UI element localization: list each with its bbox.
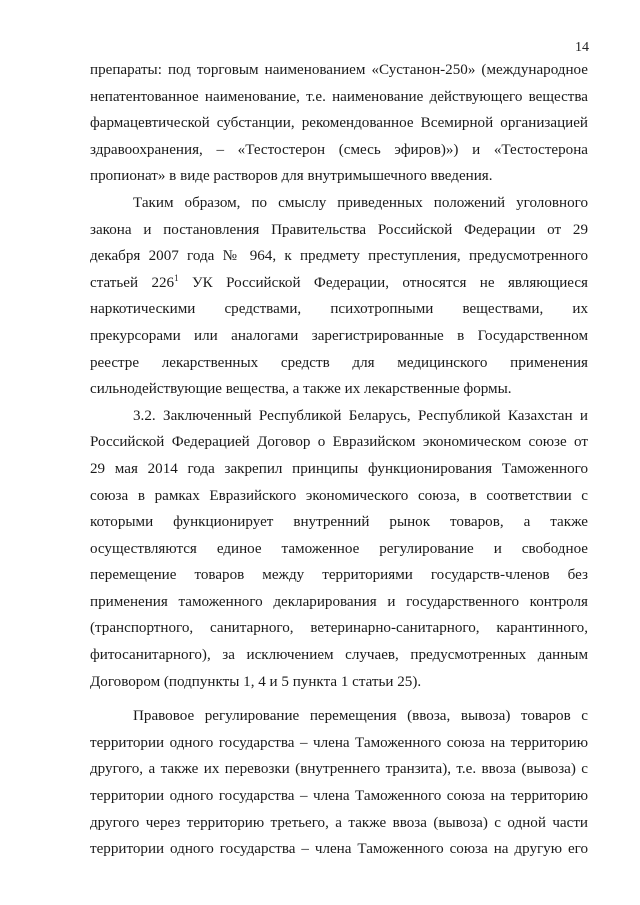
text-line: Таким образом, по смыслу приведенных положений уголовного [133, 194, 588, 211]
paragraph [90, 190, 588, 403]
article-reference: статьей 226 [90, 274, 175, 291]
text-line: применения таможенного декларирования и государственного контроля [90, 593, 588, 610]
text-line: здравоохранения, – «Тестостерон (смесь эфиров)») и «Тестостерона [90, 141, 588, 158]
text-line: Российской Федерацией Договор о Евразийском экономическом союзе от [90, 434, 588, 451]
text-line: фармацевтической субстанции, рекомендованное Всемирной организацией [90, 115, 588, 132]
text-line: другого, а также их перевозки (внутреннего транзита), т.е. ввоза (вывоза) с [90, 761, 588, 778]
text-line: Договором (подпункты 1, 4 и 5 пункта 1 статьи 25). [90, 673, 422, 690]
text-line: пропионат» в виде растворов для внутримышечного введения. [90, 168, 493, 185]
text-line: декабря 2007 года № 964, к предмету преступления, предусмотренного [90, 248, 588, 265]
text-line: 3.2. Заключенный Республикой Беларусь, Республикой Казахстан и [133, 407, 588, 424]
text-fragment: УК Российской Федерации, относятся не являющиеся [178, 274, 588, 291]
text-line: препараты: под торговым наименованием «Сустанон-250» (международное [90, 62, 588, 78]
text-line: прекурсорами или аналогами зарегистрированные в Государственном [90, 327, 588, 344]
text-line [90, 270, 588, 297]
text-line: сильнодействующие вещества, а также их лекарственные формы. [90, 381, 512, 398]
paragraph [90, 403, 588, 696]
text-line: осуществляются единое таможенное регулирование и свободное [90, 540, 588, 557]
text-line: перемещение товаров между территориями государств-членов без [90, 567, 588, 584]
document-body [90, 57, 588, 863]
text-line: территории одного государства – члена Таможенного союза на территорию [90, 734, 588, 751]
page-number: 14 [575, 40, 589, 55]
text-line: территории одного государства – члена Таможенного союза на территорию [90, 788, 588, 805]
text-line: другого через территорию третьего, а также ввоза (вывоза) с одной части [90, 814, 588, 831]
text-line: реестре лекарственных средств для медицинского применения [90, 354, 588, 371]
text-line: которыми функционирует внутренний рынок товаров, а также [90, 514, 588, 531]
text-line: наркотическими средствами, психотропными веществами, их [90, 301, 588, 318]
paragraph [90, 703, 588, 863]
paragraph [90, 57, 588, 190]
text-line: 29 мая 2014 года закрепил принципы функционирования Таможенного [90, 460, 588, 477]
text-line: непатентованное наименование, т.е. наименование действующего вещества [90, 88, 588, 105]
superscript: 1 [174, 272, 179, 283]
text-line: (транспортного, санитарного, ветеринарно-санитарного, карантинного, [90, 620, 588, 637]
text-line: территории одного государства – члена Таможенного союза на другую его [90, 841, 588, 858]
text-line: Правовое регулирование перемещения (ввоза, вывоза) товаров с [133, 708, 588, 725]
text-line: союза в рамках Евразийского экономического союза, в соответствии с [90, 487, 588, 504]
text-line: закона и постановления Правительства Российской Федерации от 29 [90, 221, 588, 238]
text-line: фитосанитарного), за исключением случаев, предусмотренных данным [90, 647, 588, 664]
